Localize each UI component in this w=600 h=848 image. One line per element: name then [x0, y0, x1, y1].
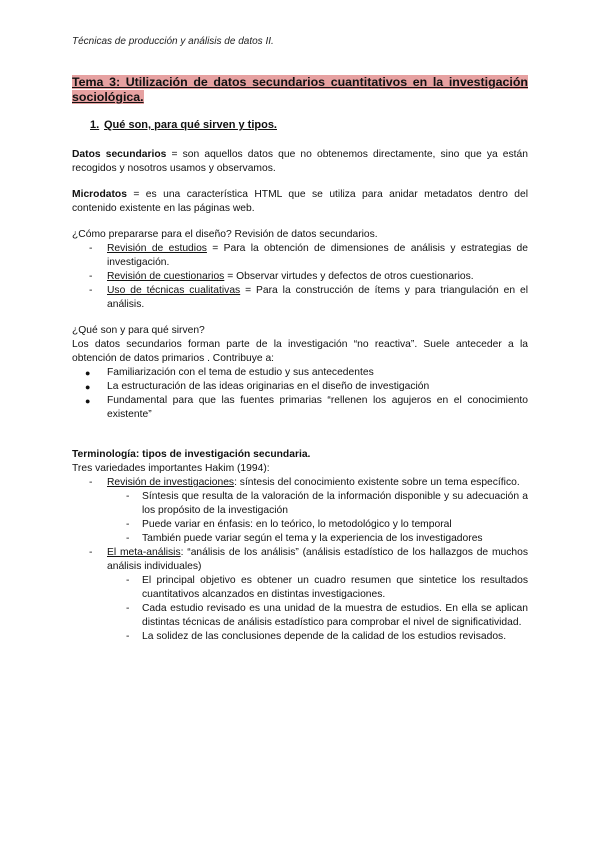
list-item-term: Revisión de cuestionarios — [107, 271, 225, 282]
terminologia-heading — [72, 448, 528, 462]
sub-list-item-text: Cada estudio revisado es una unidad de la muestra de estudios. En ella se aplican distintas técnicas de análisis estadístico para comprobar el nivel de significatividad. — [142, 603, 528, 628]
dash-marker: - — [126, 491, 130, 502]
terminologia-heading-text: Terminología: tipos de investigación secundaria. — [72, 449, 311, 460]
terminologia-intro: Tres variedades importantes Hakim (1994): — [72, 463, 270, 474]
microdatos-paragraph — [72, 188, 528, 216]
list-item — [72, 380, 528, 394]
section-heading — [90, 119, 528, 131]
document-title — [72, 75, 528, 105]
document-title-text: Tema 3: Utilización de datos secundarios cuantitativos en la investigación sociológica. — [72, 75, 528, 104]
sub-list-item — [72, 518, 528, 532]
datos-secundarios-term: Datos secundarios — [72, 149, 167, 160]
list-item — [72, 476, 528, 490]
dash-marker: - — [126, 575, 130, 586]
list-item — [72, 546, 528, 574]
sub-list-item — [72, 574, 528, 602]
list-item-term: El meta-análisis — [107, 547, 181, 558]
dash-marker: - — [89, 285, 93, 296]
dash-marker: - — [89, 243, 93, 254]
bullet-text: Fundamental para que las fuentes primarias “rellenen los agujeros en el conocimiento existente” — [107, 395, 528, 420]
bullet-text: Familiarización con el tema de estudio y sus antecedentes — [107, 367, 374, 378]
bullet-text: La estructuración de las ideas originarias en el diseño de investigación — [107, 381, 430, 392]
list-item — [72, 284, 528, 312]
dash-marker: - — [89, 477, 93, 488]
list-item-term: Revisión de investigaciones — [107, 477, 235, 488]
microdatos-definition: = es una característica HTML que se utiliza para anidar metadatos dentro del contenido existente en las páginas web. — [72, 189, 528, 214]
list-item — [72, 394, 528, 422]
list-item-text: = Para la construcción de ítems y para triangulación en el análisis. — [107, 285, 528, 310]
para-que-bullets — [72, 366, 528, 422]
list-item-text: : síntesis del conocimiento existente sobre un tema específico. — [234, 477, 520, 488]
dash-marker: - — [89, 271, 93, 282]
microdatos-term: Microdatos — [72, 189, 127, 200]
bullet-marker: ● — [85, 396, 91, 406]
datos-secundarios-paragraph — [72, 148, 528, 176]
bullet-marker: ● — [85, 368, 91, 378]
sub-list-item — [72, 630, 528, 644]
datos-secundarios-definition: = son aquellos datos que no obtenemos directamente, sino que ya están recogidos y nosotros usamos y observamos. — [72, 149, 528, 174]
preparacion-question: ¿Cómo prepararse para el diseño? Revisión de datos secundarios. — [72, 229, 378, 240]
sub-list-item-text: También puede variar según el tema y la experiencia de los investigadores — [142, 533, 483, 544]
running-header: Técnicas de producción y análisis de datos II. — [72, 36, 274, 47]
sub-list-item-text: Síntesis que resulta de la valoración de la información disponible y su adecuación a los propósito de la investigación — [142, 491, 528, 516]
dash-marker: - — [126, 603, 130, 614]
bullet-marker: ● — [85, 382, 91, 392]
para-que-question: ¿Qué son y para qué sirven? — [72, 325, 205, 336]
list-item-text: = Para la obtención de dimensiones de análisis y estrategias de investigación. — [107, 243, 528, 268]
dash-marker: - — [126, 631, 130, 642]
dash-marker: - — [89, 547, 93, 558]
sub-list-item-text: El principal objetivo es obtener un cuadro resumen que sintetice los resultados cuantitativos alcanzados en distintas investigaciones. — [142, 575, 528, 600]
list-item-term: Uso de técnicas cualitativas — [107, 285, 241, 296]
para-que-intro: Los datos secundarios forman parte de la investigación “no reactiva”. Suele anteceder a la obtención de datos primarios . Contribuye a: — [72, 339, 528, 364]
list-item-text: = Observar virtudes y defectos de otros cuestionarios. — [224, 271, 474, 282]
sub-list-item — [72, 532, 528, 546]
list-item — [72, 270, 528, 284]
dash-marker: - — [126, 519, 130, 530]
sub-list-item-text: Puede variar en énfasis: en lo teórico, lo metodológico y lo temporal — [142, 519, 452, 530]
preparacion-list — [72, 242, 528, 312]
dash-marker: - — [126, 533, 130, 544]
sub-list-item — [72, 602, 528, 630]
list-item-text: : “análisis de los análisis” (análisis estadístico de los hallazgos de muchos análisis individuales) — [107, 547, 528, 572]
sub-list-item — [72, 490, 528, 518]
list-item — [72, 242, 528, 270]
sub-list-item-text: La solidez de las conclusiones depende de la calidad de los estudios revisados. — [142, 631, 507, 642]
section-number: 1. — [90, 119, 100, 131]
section-title: Qué son, para qué sirven y tipos. — [104, 119, 277, 131]
list-item — [72, 366, 528, 380]
terminologia-list — [72, 476, 528, 644]
list-item-term: Revisión de estudios — [107, 243, 207, 254]
